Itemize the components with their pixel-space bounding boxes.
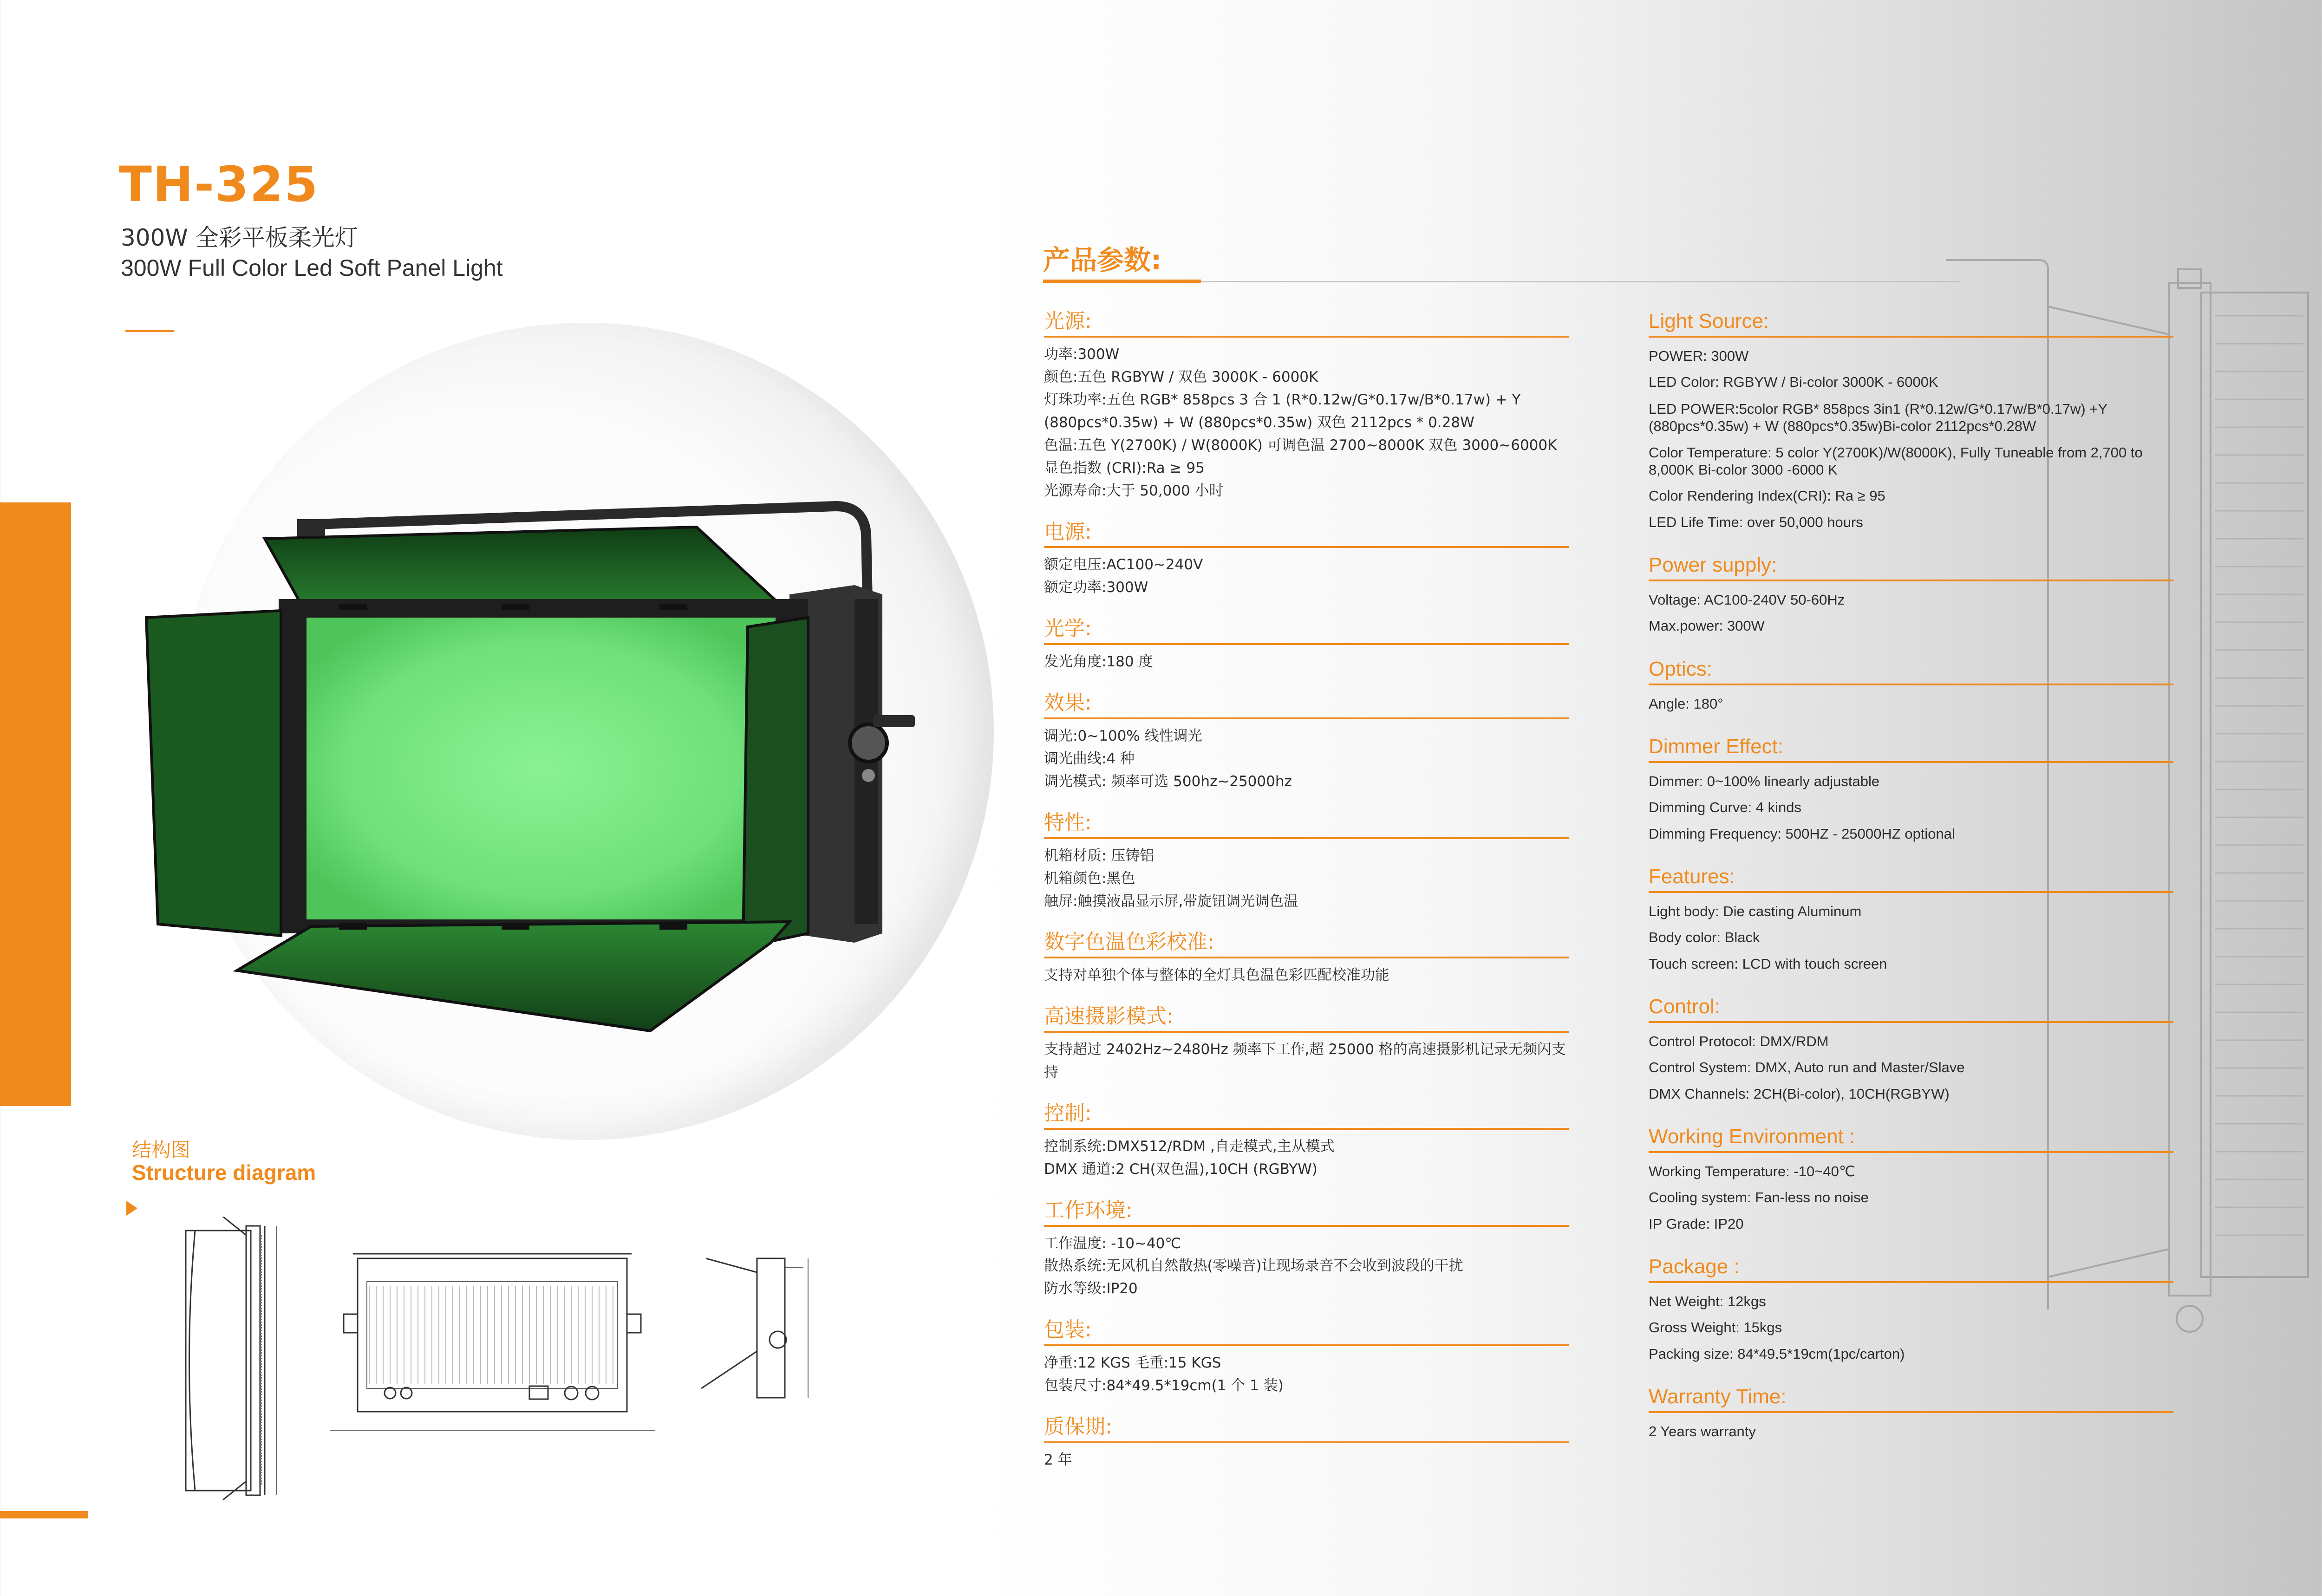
spec-item: 颜色:五色 RGBYW / 双色 3000K - 6000K xyxy=(1044,368,1318,385)
subtitle-chinese: 300W 全彩平板柔光灯 xyxy=(121,224,358,251)
product-image xyxy=(130,478,929,1045)
spec-section xyxy=(1649,1255,2173,1367)
spec-section xyxy=(1044,930,1569,987)
params-divider-line xyxy=(1201,281,1960,282)
spec-item: IP Grade: IP20 xyxy=(1649,1215,1744,1232)
spec-section-heading: 质保期: xyxy=(1044,1415,1569,1443)
spec-item: 调光曲线:4 种 xyxy=(1044,750,1135,767)
spec-section-heading: Package : xyxy=(1649,1255,2173,1283)
spec-item: Light body: Die casting Aluminum xyxy=(1649,903,1862,919)
spec-item: 显色指数 (CRI):Ra ≥ 95 xyxy=(1044,459,1205,476)
spec-item: 支持对单独个体与整体的全灯具色温色彩匹配校准功能 xyxy=(1044,967,1389,984)
spec-section xyxy=(1044,691,1569,793)
spec-section-heading: 包装: xyxy=(1044,1318,1569,1346)
spec-section-heading: Warranty Time: xyxy=(1649,1385,2173,1413)
spec-section xyxy=(1044,617,1569,673)
spec-item: 机箱材质: 压铸铝 xyxy=(1044,847,1154,864)
spec-item: Dimming Curve: 4 kinds xyxy=(1649,799,1802,816)
spec-item: LED Life Time: over 50,000 hours xyxy=(1649,514,1863,530)
spec-item: 控制系统:DMX512/RDM ,自走模式,主从模式 xyxy=(1044,1138,1335,1155)
subtitle-english: 300W Full Color Led Soft Panel Light xyxy=(121,255,503,281)
spec-item: POWER: 300W xyxy=(1649,347,1749,364)
spec-item: LED POWER:5color RGB* 858pcs 3in1 (R*0.12w/G*0.17w/B*0.17w) +Y (880pcs*0.35w) + W (880pcs*0.35w)Bi-color 2112pcs*0.28W xyxy=(1649,400,2107,434)
title-accent-dash xyxy=(125,330,174,332)
structure-diagram-side-view xyxy=(176,1217,330,1505)
spec-section xyxy=(1649,657,2173,717)
spec-section-heading: Light Source: xyxy=(1649,309,2173,338)
spec-section-heading: 控制: xyxy=(1044,1101,1569,1130)
spec-item: 2 年 xyxy=(1044,1451,1072,1468)
spec-item: Working Temperature: -10~40℃ xyxy=(1649,1163,1855,1179)
spec-item: DMX Channels: 2CH(Bi-color), 10CH(RGBYW) xyxy=(1649,1085,1950,1102)
spec-section-heading: Power supply: xyxy=(1649,553,2173,581)
spec-item: 额定功率:300W xyxy=(1044,579,1148,596)
spec-section xyxy=(1044,1004,1569,1084)
spec-section-heading: 光学: xyxy=(1044,617,1569,645)
spec-section xyxy=(1044,811,1569,913)
spec-section xyxy=(1649,1125,2173,1237)
spec-item: 包装尺寸:84*49.5*19cm(1 个 1 装) xyxy=(1044,1377,1284,1394)
spec-section-heading: 高速摄影模式: xyxy=(1044,1004,1569,1033)
spec-item: 光源寿命:大于 50,000 小时 xyxy=(1044,482,1224,499)
spec-item: Max.power: 300W xyxy=(1649,618,1765,634)
spec-item: 色温:五色 Y(2700K) / W(8000K) 可调色温 2700~8000K 双色 3000~6000K xyxy=(1044,436,1557,454)
spec-item: Net Weight: 12kgs xyxy=(1649,1293,1766,1309)
spec-section-heading: 工作环境: xyxy=(1044,1199,1569,1227)
spec-section xyxy=(1649,553,2173,639)
spec-section xyxy=(1044,1318,1569,1397)
spec-section-heading: 效果: xyxy=(1044,691,1569,719)
spec-item: 发光角度:180 度 xyxy=(1044,653,1153,671)
spec-section xyxy=(1649,865,2173,977)
spec-item: 散热系统:无风机自然散热(零噪音)让现场录音不会收到波段的干扰 xyxy=(1044,1257,1463,1275)
bottom-accent-bar xyxy=(0,1511,88,1518)
spec-item: Body color: Black xyxy=(1649,929,1760,946)
params-title-underline xyxy=(1043,280,1201,283)
triangle-bullet-icon xyxy=(126,1201,137,1216)
spec-item: 防水等级:IP20 xyxy=(1044,1280,1138,1297)
spec-item: Angle: 180° xyxy=(1649,695,1723,712)
spec-item: Control System: DMX, Auto run and Master/Slave xyxy=(1649,1059,1965,1076)
spec-section-heading: 电源: xyxy=(1044,520,1569,548)
spec-item: Voltage: AC100-240V 50-60Hz xyxy=(1649,591,1845,608)
spec-section xyxy=(1649,1385,2173,1445)
spec-column-chinese xyxy=(1044,309,1569,1489)
spec-section-heading: 光源: xyxy=(1044,309,1569,338)
spec-item: 调光:0~100% 线性调光 xyxy=(1044,727,1202,744)
spec-item: 额定电压:AC100~240V xyxy=(1044,556,1203,573)
spec-item: 2 Years warranty xyxy=(1649,1423,1756,1440)
spec-section-heading: 特性: xyxy=(1044,811,1569,839)
spec-section xyxy=(1044,1101,1569,1181)
spec-item: Control Protocol: DMX/RDM xyxy=(1649,1033,1829,1049)
structure-label-chinese: 结构图 xyxy=(132,1139,191,1161)
spec-section-heading: Control: xyxy=(1649,995,2173,1023)
structure-label-english: Structure diagram xyxy=(132,1160,316,1185)
spec-section xyxy=(1649,735,2173,847)
structure-diagram-profile-view xyxy=(697,1240,836,1416)
spec-item: Color Temperature: 5 color Y(2700K)/W(8000K), Fully Tuneable from 2,700 to 8,000K Bi-color 3000 -6000 K xyxy=(1649,444,2143,478)
spec-item: 工作温度: -10~40℃ xyxy=(1044,1235,1181,1252)
spec-item: 触屏:触摸液晶显示屏,带旋钮调光调色温 xyxy=(1044,892,1298,910)
spec-section-heading: Features: xyxy=(1649,865,2173,893)
structure-diagram-rear-view xyxy=(325,1244,659,1440)
spec-section-heading: 数字色温色彩校准: xyxy=(1044,930,1569,958)
spec-section xyxy=(1044,1199,1569,1301)
spec-item: Dimming Frequency: 500HZ - 25000HZ optional xyxy=(1649,825,1955,842)
spec-item: DMX 通道:2 CH(双色温),10CH (RGBYW) xyxy=(1044,1160,1318,1178)
spec-item: Cooling system: Fan-less no noise xyxy=(1649,1189,1869,1206)
spec-column-english xyxy=(1649,309,2173,1462)
spec-section xyxy=(1044,1415,1569,1472)
spec-item: Color Rendering Index(CRI): Ra ≥ 95 xyxy=(1649,488,1885,504)
left-accent-bar xyxy=(0,502,71,1106)
spec-item: 功率:300W xyxy=(1044,345,1120,363)
spec-section xyxy=(1044,309,1569,502)
spec-section xyxy=(1649,995,2173,1107)
spec-item: 灯珠功率:五色 RGB* 858pcs 3 合 1 (R*0.12w/G*0.17w/B*0.17w) + Y (880pcs*0.35w) + W (880pcs*0.35w) 双色 2112pcs * 0.28W xyxy=(1044,391,1521,431)
spec-section-heading: Optics: xyxy=(1649,657,2173,685)
spec-item: 净重:12 KGS 毛重:15 KGS xyxy=(1044,1355,1221,1372)
spec-section-heading: Working Environment : xyxy=(1649,1125,2173,1153)
spec-item: Packing size: 84*49.5*19cm(1pc/carton) xyxy=(1649,1345,1905,1362)
spec-item: LED Color: RGBYW / Bi-color 3000K - 6000K xyxy=(1649,374,1938,391)
spec-item: Touch screen: LCD with touch screen xyxy=(1649,955,1887,972)
spec-item: Dimmer: 0~100% linearly adjustable xyxy=(1649,773,1880,789)
params-title: 产品参数: xyxy=(1043,244,1162,276)
spec-item: 调光模式: 频率可选 500hz~25000hz xyxy=(1044,773,1292,790)
spec-item: 支持超过 2402Hz~2480Hz 频率下工作,超 25000 格的高速摄影机记录无频闪支持 xyxy=(1044,1041,1566,1081)
model-title: TH-325 xyxy=(119,156,319,213)
spec-item: 机箱颜色:黑色 xyxy=(1044,870,1135,887)
spec-item: Gross Weight: 15kgs xyxy=(1649,1319,1782,1336)
spec-section-heading: Dimmer Effect: xyxy=(1649,735,2173,763)
spec-section xyxy=(1044,520,1569,599)
spec-section xyxy=(1649,309,2173,535)
